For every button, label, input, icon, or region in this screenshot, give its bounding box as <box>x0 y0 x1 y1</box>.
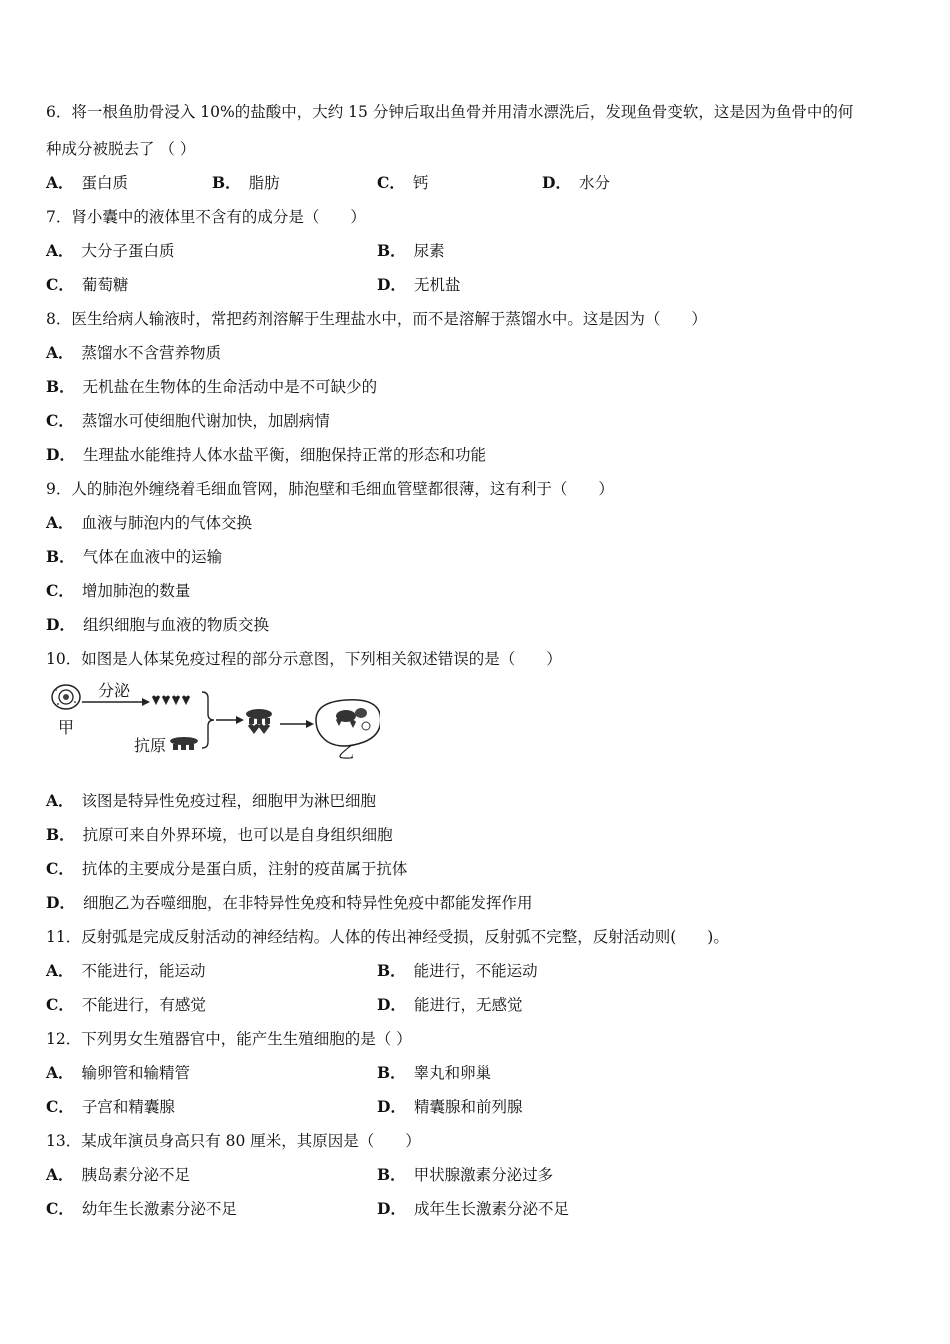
option-letter: C． <box>46 411 74 430</box>
option-letter: C． <box>46 581 74 600</box>
option-text: 幼年生长激素分泌不足 <box>81 1200 237 1218</box>
option-text: 甲状腺激素分泌过多 <box>413 1166 554 1184</box>
q8-option-a[interactable] <box>46 343 221 363</box>
option-text: 蒸馏水不含营养物质 <box>81 344 222 362</box>
label-secrete: 分泌 <box>98 681 131 700</box>
option-text: 蛋白质 <box>81 174 129 192</box>
option-text: 组织细胞与血液的物质交换 <box>82 616 269 634</box>
q11-option-b[interactable] <box>377 961 538 981</box>
q10-option-a[interactable] <box>46 791 376 811</box>
option-text: 无机盐在生物体的生命活动中是不可缺少的 <box>82 378 378 396</box>
q7-option-d[interactable] <box>377 275 460 295</box>
option-text: 大分子蛋白质 <box>81 242 175 260</box>
option-letter: A． <box>46 1063 74 1082</box>
option-letter: B． <box>46 547 75 566</box>
option-text: 抗体的主要成分是蛋白质，注射的疫苗属于抗体 <box>81 860 408 878</box>
option-text: 尿素 <box>413 242 445 260</box>
option-letter: D． <box>46 445 75 464</box>
q6-stem-line1: 6．将一根鱼肋骨浸入 10%的盐酸中，大约 15 分钟后取出鱼骨并用清水漂洗后，发现鱼骨变软，这是因为鱼骨中的何 <box>46 103 854 121</box>
option-text: 增加肺泡的数量 <box>81 582 191 600</box>
q7-option-b[interactable] <box>377 241 445 261</box>
option-letter: D． <box>46 615 75 634</box>
option-text: 精囊腺和前列腺 <box>413 1098 523 1116</box>
option-letter: A． <box>46 173 74 192</box>
brace-icon <box>202 692 214 748</box>
option-letter: B． <box>46 377 75 396</box>
option-text: 血液与肺泡内的气体交换 <box>81 514 253 532</box>
q11-option-c[interactable] <box>46 995 206 1015</box>
q7-option-c[interactable] <box>46 275 128 295</box>
q6-option-b[interactable] <box>212 173 280 193</box>
q12-option-d[interactable] <box>377 1097 522 1117</box>
option-text: 抗原可来自外界环境，也可以是自身组织细胞 <box>82 826 393 844</box>
q7-option-a[interactable] <box>46 241 175 261</box>
label-yi: 乙 <box>338 743 355 762</box>
option-text: 能进行，无感觉 <box>413 996 523 1014</box>
option-letter: D． <box>377 275 406 294</box>
option-text: 水分 <box>578 174 610 192</box>
option-text: 蒸馏水可使细胞代谢加快，加剧病情 <box>81 412 330 430</box>
option-letter: D． <box>46 893 75 912</box>
option-text: 无机盐 <box>413 276 461 294</box>
q9-option-d[interactable] <box>46 615 269 635</box>
option-letter: C． <box>46 995 74 1014</box>
q6-option-a[interactable] <box>46 173 128 193</box>
option-text: 胰岛素分泌不足 <box>81 1166 191 1184</box>
arrow-to-phagocyte-icon <box>280 720 314 728</box>
q11-option-d[interactable] <box>377 995 522 1015</box>
option-text: 气体在血液中的运输 <box>82 548 223 566</box>
q11-stem: 11．反射弧是完成反射活动的神经结构。人体的传出神经受损，反射弧不完整，反射活动则( )。 <box>46 928 729 946</box>
antibody-icon <box>152 696 190 706</box>
q8-option-c[interactable] <box>46 411 330 431</box>
cell-jia-icon <box>52 685 80 709</box>
q9-stem: 9．人的肺泡外缠绕着毛细血管网，肺泡壁和毛细血管壁都很薄，这有利于（ ） <box>46 480 614 498</box>
option-letter: B． <box>377 1063 406 1082</box>
q8-stem: 8．医生给病人输液时，常把药剂溶解于生理盐水中，而不是溶解于蒸馏水中。这是因为（ ） <box>46 310 707 328</box>
option-text: 成年生长激素分泌不足 <box>413 1200 569 1218</box>
option-text: 脂肪 <box>248 174 280 192</box>
option-letter: D． <box>542 173 571 192</box>
option-text: 生理盐水能维持人体水盐平衡，细胞保持正常的形态和功能 <box>82 446 486 464</box>
option-letter: A． <box>46 513 74 532</box>
label-antigen: 抗原 <box>134 736 167 755</box>
q13-option-a[interactable] <box>46 1165 190 1185</box>
option-letter: C． <box>46 275 74 294</box>
option-text: 钙 <box>412 174 429 192</box>
option-letter: D． <box>377 1199 406 1218</box>
q6-option-d[interactable] <box>542 173 610 193</box>
option-letter: C． <box>46 1097 74 1116</box>
q12-option-c[interactable] <box>46 1097 175 1117</box>
q9-option-c[interactable] <box>46 581 190 601</box>
option-letter: C． <box>46 859 74 878</box>
option-letter: B． <box>377 241 406 260</box>
q10-option-b[interactable] <box>46 825 393 845</box>
antigen-antibody-complex-icon <box>246 709 272 734</box>
option-letter: D． <box>377 1097 406 1116</box>
q6-stem-line2: 种成分被脱去了 （ ） <box>46 140 196 158</box>
q13-option-d[interactable] <box>377 1199 569 1219</box>
option-text: 睾丸和卵巢 <box>413 1064 492 1082</box>
q12-stem: 12．下列男女生殖器官中，能产生生殖细胞的是（ ） <box>46 1030 412 1048</box>
option-letter: D． <box>377 995 406 1014</box>
q8-option-d[interactable] <box>46 445 486 465</box>
option-letter: B． <box>377 961 406 980</box>
q12-option-a[interactable] <box>46 1063 190 1083</box>
option-letter: A． <box>46 791 74 810</box>
q12-option-b[interactable] <box>377 1063 491 1083</box>
q9-option-a[interactable] <box>46 513 252 533</box>
option-text: 子宫和精囊腺 <box>81 1098 175 1116</box>
option-text: 细胞乙为吞噬细胞，在非特异性免疫和特异性免疫中都能发挥作用 <box>82 894 533 912</box>
option-letter: C． <box>377 173 405 192</box>
option-letter: B． <box>212 173 241 192</box>
option-text: 葡萄糖 <box>81 276 129 294</box>
q10-option-c[interactable] <box>46 859 407 879</box>
label-jia: 甲 <box>58 718 75 737</box>
option-text: 该图是特异性免疫过程，细胞甲为淋巴细胞 <box>81 792 377 810</box>
q7-stem: 7．肾小囊中的液体里不含有的成分是（ ） <box>46 208 366 226</box>
option-letter: A． <box>46 343 74 362</box>
q13-stem: 13．某成年演员身高只有 80 厘米，其原因是（ ） <box>46 1132 421 1150</box>
option-letter: C． <box>46 1199 74 1218</box>
q10-stem: 10．如图是人体某免疫过程的部分示意图，下列相关叙述错误的是（ ） <box>46 650 562 668</box>
q8-option-b[interactable] <box>46 377 377 397</box>
option-letter: A． <box>46 961 74 980</box>
antigen-icon <box>170 737 198 750</box>
option-letter: B． <box>377 1165 406 1184</box>
q11-option-a[interactable] <box>46 961 206 981</box>
option-text: 不能进行，能运动 <box>81 962 206 980</box>
phagocyte-yi-icon <box>316 700 380 746</box>
option-letter: A． <box>46 1165 74 1184</box>
immune-process-figure <box>46 680 380 766</box>
option-text: 不能进行，有感觉 <box>81 996 206 1014</box>
option-letter: B． <box>46 825 75 844</box>
option-text: 能进行，不能运动 <box>413 962 538 980</box>
arrow-to-complex-icon <box>216 716 244 724</box>
q13-option-b[interactable] <box>377 1165 553 1185</box>
option-letter: A． <box>46 241 74 260</box>
q10-option-d[interactable] <box>46 893 532 913</box>
q9-option-b[interactable] <box>46 547 222 567</box>
q6-option-c[interactable] <box>377 173 428 193</box>
q13-option-c[interactable] <box>46 1199 237 1219</box>
option-text: 输卵管和输精管 <box>81 1064 191 1082</box>
